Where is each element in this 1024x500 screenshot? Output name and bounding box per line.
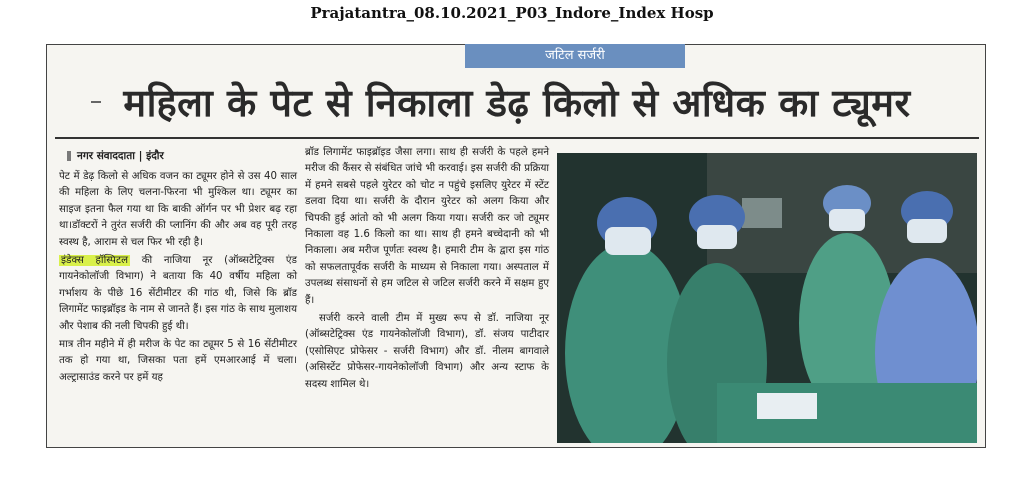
paragraph: सर्जरी करने वाली टीम में मुख्य रूप से डॉ. नाजिया नूर (ऑब्सटेट्रिक्स एंड गायनेकोलॉजी विभाग), डॉ. संजय पाटीदार (एसोसिएट प्रोफेसर - सर्जरी विभाग) और डॉ. नीलम बागवाले (असिस्टेंट प्रोफेसर-गायनेकोलॉजी विभाग) और अन्य स्टाफ के सदस्य शामिल थे। xyxy=(305,313,549,390)
surgeon-3-mask xyxy=(829,209,865,231)
photo-illustration xyxy=(557,153,977,443)
surgery-team-photo xyxy=(557,153,977,443)
section-tag: जटिल सर्जरी xyxy=(465,44,685,68)
paragraph: मात्र तीन महीने में ही मरीज के पेट का ट्यूमर 5 से 16 सेंटीमीटर तक हो गया था, जिसका पता हमें एमआरआई में चला। अल्ट्रासाउंड करने पर हमें यह xyxy=(59,339,297,383)
paragraph: पेट में डेढ़ किलो से अधिक वजन का ट्यूमर होने से उस 40 साल की महिला के लिए चलना-फिरना भी मुश्किल था। ट्यूमर का साइज इतना फैल गया था कि बाकी ऑर्गन पर भी प्रेशर बढ़ रहा था।डॉक्टरों ने तुरंत सर्जरी की प्लानिंग की और अब वह पूरी तरह स्वस्थ है, आराम से चल फिर भी रही है। xyxy=(59,171,297,248)
article-column-1 xyxy=(59,169,297,388)
article-column-2 xyxy=(305,145,549,395)
surgeon-1-mask xyxy=(605,227,651,255)
headline-divider xyxy=(55,137,979,139)
headline: महिला के पेट से निकाला डेढ़ किलो से अधिक का ट्यूमर xyxy=(123,81,911,125)
paragraph xyxy=(59,253,297,335)
newspaper-clipping xyxy=(46,44,986,448)
surgeon-2-mask xyxy=(697,225,737,249)
paragraph: ब्रॉड लिगामेंट फाइब्रॉइड जैसा लगा। साथ ही सर्जरी के पहले हमने मरीज की कैंसर से संबंधित जांचे भी करवाई। इस सर्जरी की प्रक्रिया में हमने सबसे पहले युरेटर को चोट न पहुंचे इसलिए युरेटर में स्टेंट डलवा दिया था। सर्जरी के दौरान युरेटर को अलग किया और चिपकी हुई आंतो को भी अलग किया गया। सर्जरी कर जो ट्यूमर निकाला वह 1.6 किलो का था। साथ ही हमने बच्चेदानी को भी निकाला। अब मरीज पूर्णतः स्वस्थ है। हमारी टीम के द्वारा इस गांठ को सफलतापूर्वक सर्जरी के माध्यम से निकाला गया। अस्पताल में उपलब्ध संसाधनों से हम जटिल से जटिल सर्जरी करने में सक्षम हुए हैं। xyxy=(305,147,549,306)
surgical-drape xyxy=(717,383,977,443)
surgeon-4-mask xyxy=(907,219,947,243)
monitor xyxy=(742,198,782,228)
highlighted-hospital-name: इंडेक्स हॉस्पिटल xyxy=(61,255,129,267)
byline-text: नगर संवाददाता | इंदौर xyxy=(77,150,164,162)
byline-bar xyxy=(67,151,71,161)
paragraph-text: की नाजिया नूर (ऑब्सटेट्रिक्स एंड गायनेकोलॉजी विभाग) ने बताया कि 40 वर्षीय महिला को गर्भाशय के पीछे 16 सेंटीमीटर की गांठ थी, जिसे कि ब्रॉड लिगामेंट फाइब्रॉइड के नाम से जानते हैं। इस गांठ के साथ मुलाशय और पेशाब की नली चिपकी हुई थी। xyxy=(59,255,298,332)
clipping-caption: Prajatantra_08.10.2021_P03_Indore_Index Hosp xyxy=(310,4,714,22)
instrument-tray xyxy=(757,393,817,419)
byline xyxy=(67,149,164,163)
